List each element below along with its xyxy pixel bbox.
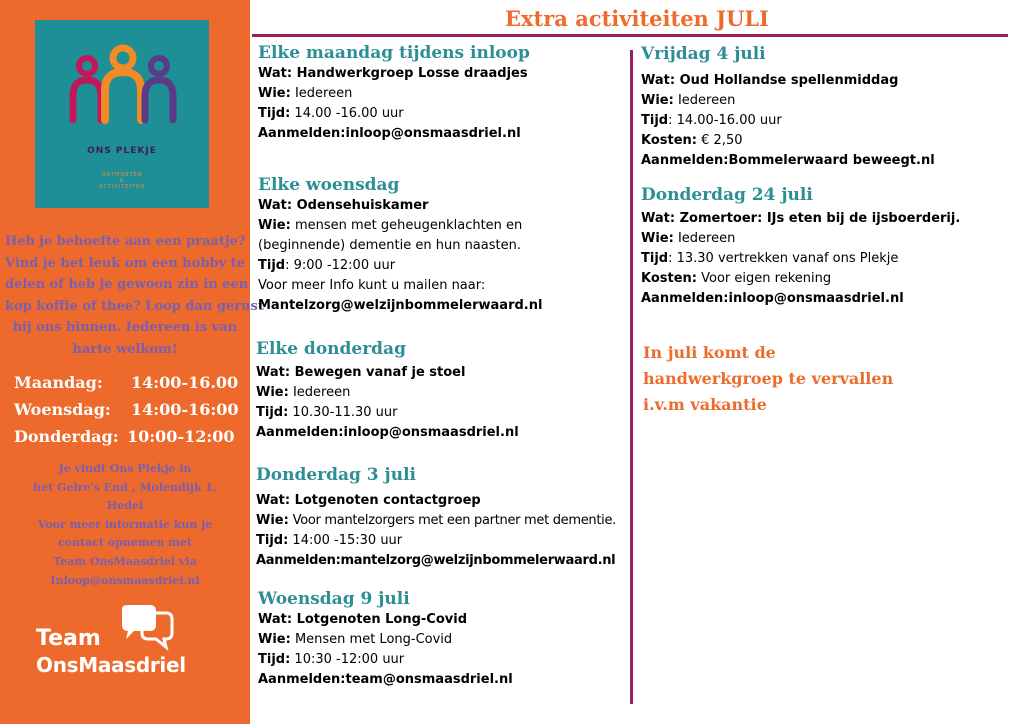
activity-heading: Elke donderdag bbox=[256, 339, 406, 359]
location-line: contact opnemen met bbox=[57, 536, 193, 550]
activity-line: Tijd: 10:30 -12:00 uur bbox=[258, 652, 405, 667]
activity-signup: Aanmelden:mantelzorg@welzijnbommelerwaard.nl bbox=[256, 553, 616, 568]
activity-line: (beginnende) dementie en hun naasten. bbox=[258, 238, 521, 253]
activity-line: Wat: Handwerkgroep Losse draadjes bbox=[258, 66, 528, 81]
hours-day: Donderdag: bbox=[14, 427, 119, 446]
team-logo-text: OnsMaasdriel bbox=[36, 653, 186, 677]
activity-block bbox=[641, 43, 935, 171]
activity-heading: Woensdag 9 juli bbox=[258, 589, 410, 609]
title-divider bbox=[252, 34, 1008, 37]
note-line: In juli komt de bbox=[643, 343, 776, 362]
activity-line: Wie: Voor mantelzorgers met een partner met dementie. bbox=[256, 513, 616, 528]
activity-line: Tijd: 14.00 -16.00 uur bbox=[258, 106, 404, 121]
activity-signup: Aanmelden:inloop@onsmaasdriel.nl bbox=[256, 425, 519, 440]
activity-block bbox=[256, 338, 519, 443]
intro-line: Heb je behoefte aan een praatje? bbox=[5, 234, 246, 249]
activity-line: Tijd: 14:00 -15:30 uur bbox=[256, 533, 403, 548]
activity-signup: Aanmelden:team@onsmaasdriel.nl bbox=[258, 672, 513, 687]
intro-line: kop koffie of thee? Loop dan gerust bbox=[5, 298, 264, 314]
hours-row-woensdag bbox=[14, 400, 239, 430]
activity-block bbox=[258, 42, 530, 144]
location-line: Team OnsMaasdriel via bbox=[53, 554, 197, 568]
intro-text bbox=[5, 231, 264, 360]
cancellation-note bbox=[643, 340, 893, 418]
activity-line: Tijd: 9:00 -12:00 uur bbox=[258, 258, 396, 273]
activity-line: Wat: Lotgenoten contactgroep bbox=[256, 493, 481, 508]
hours-row-maandag bbox=[14, 373, 239, 403]
activity-signup: Aanmelden:inloop@onsmaasdriel.nl bbox=[258, 126, 521, 141]
team-logo-text: Team bbox=[36, 626, 101, 651]
location-line: het Gelre's End , Molendijk 1, bbox=[33, 480, 217, 494]
location-email: Inloop@onsmaasdriel.nl bbox=[50, 573, 200, 587]
ons-plekje-logo bbox=[35, 20, 209, 208]
activity-line: Kosten: € 2,50 bbox=[641, 133, 743, 148]
activity-heading: Donderdag 24 juli bbox=[641, 185, 813, 205]
location-line: Je vindt Ons Plekje in bbox=[58, 462, 192, 475]
activity-signup: Aanmelden:inloop@onsmaasdriel.nl bbox=[641, 291, 904, 306]
column-divider bbox=[630, 50, 633, 704]
sidebar bbox=[0, 0, 264, 724]
activity-block bbox=[258, 588, 513, 690]
location-line: Hedel bbox=[106, 499, 144, 513]
activity-line: Wat: Odensehuiskamer bbox=[258, 198, 429, 213]
activity-line: Wie: Iedereen bbox=[256, 385, 351, 400]
activity-signup: Aanmelden:Bommelerwaard beweegt.nl bbox=[641, 153, 935, 168]
activity-heading: Donderdag 3 juli bbox=[256, 465, 416, 485]
activity-line: Wat: Oud Hollandse spellenmiddag bbox=[641, 73, 899, 88]
activity-line: Wat: Bewegen vanaf je stoel bbox=[256, 365, 466, 380]
activity-line: Wie: Iedereen bbox=[641, 231, 736, 246]
note-line: handwerkgroep te vervallen bbox=[643, 369, 894, 388]
activity-line: Wat: Zomertoer: IJs eten bij de ijsboerderij. bbox=[641, 211, 961, 226]
activity-line: Wat: Lotgenoten Long-Covid bbox=[258, 612, 468, 627]
hours-time: 14:00-16.00 bbox=[131, 373, 239, 392]
activity-line: Tijd: 13.30 vertrekken vanaf ons Plekje bbox=[641, 251, 899, 266]
location-info bbox=[5, 460, 245, 590]
activity-line: Tijd: 10.30-11.30 uur bbox=[256, 405, 398, 420]
hours-day: Woensdag: bbox=[14, 400, 111, 419]
activity-block bbox=[258, 174, 542, 316]
intro-line: delen of heb je gewoon zin in een bbox=[5, 277, 249, 292]
activity-line: Wie: mensen met geheugenklachten en bbox=[258, 218, 523, 233]
activity-block bbox=[641, 184, 960, 309]
speech-bubble-icon bbox=[116, 603, 176, 653]
team-onsmaasdriel-logo bbox=[36, 603, 226, 683]
note-line: i.v.m vakantie bbox=[643, 395, 767, 414]
logo-subtitle: & bbox=[119, 178, 125, 184]
activity-line: Tijd: 14.00-16.00 uur bbox=[641, 113, 782, 128]
activity-heading: Elke maandag tijdens inloop bbox=[258, 43, 530, 63]
activity-line: Kosten: Voor eigen rekening bbox=[641, 271, 832, 286]
logo-subtitle: ACTIVITEITEN bbox=[99, 184, 145, 190]
activity-heading: Elke woensdag bbox=[258, 175, 400, 195]
activity-signup: Mantelzorg@welzijnbommelerwaard.nl bbox=[258, 298, 543, 313]
intro-line: harte welkom! bbox=[72, 341, 178, 357]
hours-time: 14:00-16:00 bbox=[131, 400, 239, 419]
activity-heading: Vrijdag 4 juli bbox=[641, 44, 766, 64]
activity-block bbox=[256, 464, 616, 571]
hours-day: Maandag: bbox=[14, 373, 103, 392]
people-icon bbox=[35, 20, 209, 140]
activity-line: Voor meer Info kunt u mailen naar: bbox=[258, 278, 486, 293]
activity-line: Wie: Mensen met Long-Covid bbox=[258, 632, 453, 647]
location-line: Voor meer informatie kun je bbox=[37, 517, 213, 531]
intro-line: Vind je het leuk om een hobby te bbox=[5, 255, 245, 271]
logo-title: ONS PLEKJE bbox=[87, 146, 157, 156]
logo-subtitle: ONTMOETEN bbox=[101, 172, 143, 178]
intro-line: bij ons binnen. Iedereen is van bbox=[12, 320, 238, 335]
hours-time: 10:00-12:00 bbox=[127, 427, 235, 446]
page-title: Extra activiteiten JULI bbox=[505, 6, 769, 31]
hours-row-donderdag bbox=[14, 427, 239, 457]
activity-line: Wie: Iedereen bbox=[258, 86, 353, 101]
activity-line: Wie: Iedereen bbox=[641, 93, 736, 108]
